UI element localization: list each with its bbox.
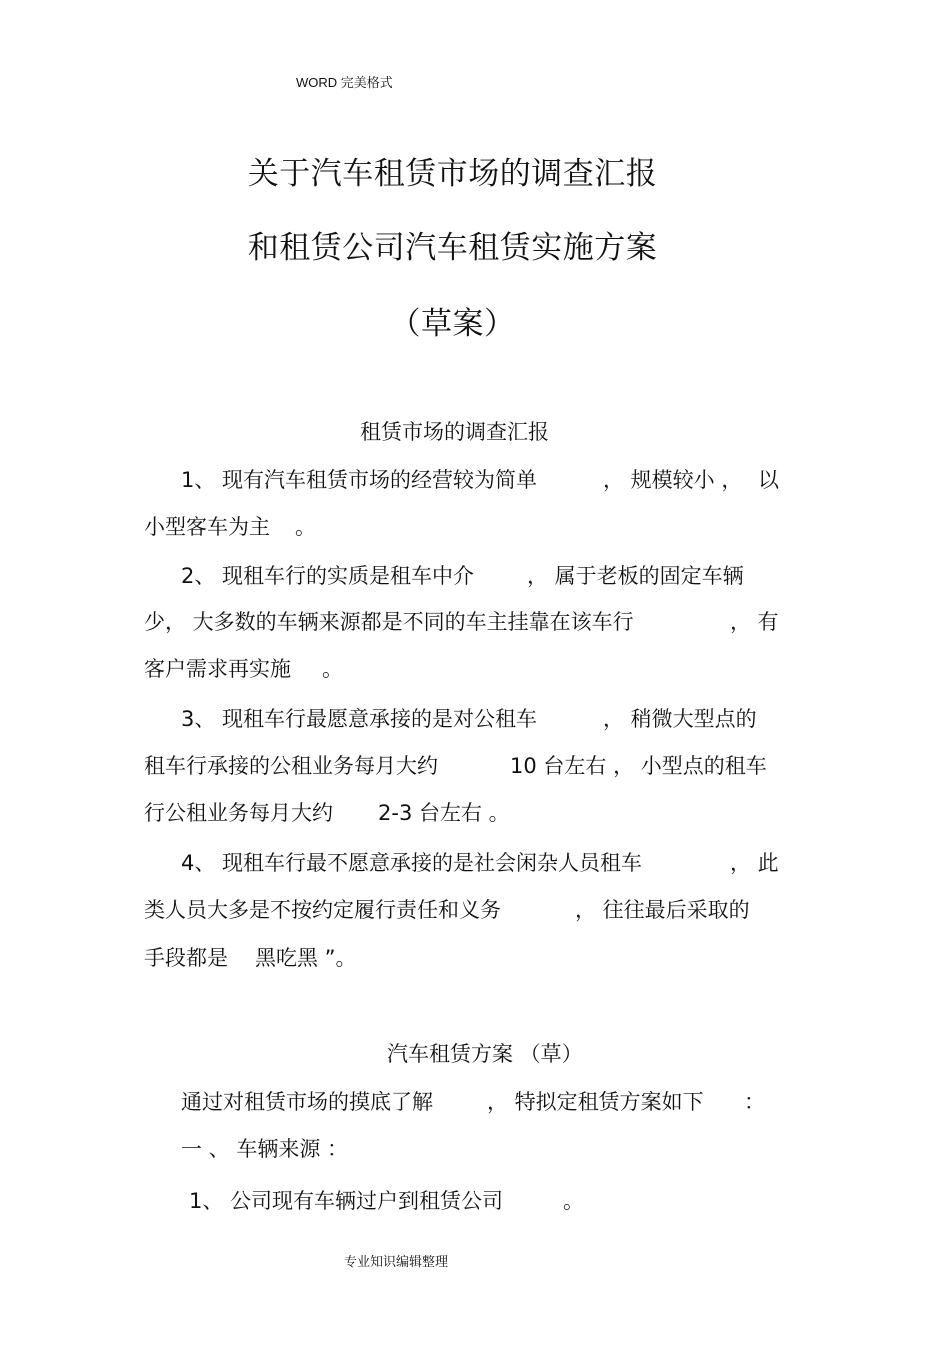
survey-p1-line-2 — [144, 512, 270, 542]
survey-p3-line-2 — [144, 751, 438, 781]
survey-p2-line-1b — [527, 561, 744, 591]
survey-p3-text-c: 租车行承接的公租业务每月大约 — [144, 754, 438, 778]
survey-p1-text-b: ， 规模较小 ， — [603, 468, 743, 492]
survey-p3-line-1b — [603, 704, 757, 734]
survey-p2-text-f: 。 — [322, 657, 343, 681]
survey-p4-line-2b — [575, 895, 750, 925]
survey-p1-line-1b — [603, 465, 742, 495]
survey-p3-line-3b — [378, 798, 510, 828]
survey-p4-line-3b — [255, 943, 357, 973]
survey-p2-line-2b — [730, 607, 779, 637]
document-title-line-3: （草案） — [389, 306, 516, 342]
plan-intro-b: ， 特拟定租赁方案如下 — [487, 1090, 704, 1114]
survey-p2-line-1 — [181, 561, 474, 591]
survey-p3-line-2b — [510, 751, 767, 781]
plan-item-1-a: 1、 公司现有车辆过户到租赁公司 — [189, 1189, 504, 1213]
plan-intro-c: ： — [744, 1090, 765, 1114]
survey-p1-line-1 — [181, 465, 537, 495]
survey-p2-line-3b — [322, 654, 343, 684]
survey-p2-line-2 — [144, 607, 634, 637]
survey-p3-text-d: 10 台左右 ， 小型点的租车 — [510, 754, 767, 778]
survey-p3-text-f: 2-3 台左右 。 — [378, 801, 510, 825]
survey-p1-line-2b — [295, 512, 316, 542]
survey-p1-text-c: 以 — [758, 468, 779, 492]
survey-p1-text-a: 1、 现有汽车租赁市场的经营较为简单 — [181, 468, 538, 492]
survey-p4-text-b: ， 此 — [730, 851, 779, 875]
survey-p3-text-e: 行公租业务每月大约 — [144, 801, 333, 825]
document-title-line-1: 关于汽车租赁市场的调查汇报 — [247, 156, 658, 192]
survey-p4-text-f: 黑吃黑 ”。 — [255, 946, 357, 970]
plan-heading: 汽车租赁方案 （草） — [387, 1042, 583, 1066]
survey-p4-text-e: 手段都是 — [144, 946, 228, 970]
survey-p4-text-d: ， 往往最后采取的 — [575, 898, 750, 922]
survey-p4-text-c: 类人员大多是不按约定履行责任和义务 — [144, 898, 501, 922]
plan-section-1: 一 、 车辆来源 ： — [181, 1137, 349, 1161]
survey-p1-text-e: 。 — [295, 515, 316, 539]
survey-p3-line-3 — [144, 798, 333, 828]
survey-p1-line-1c — [758, 465, 779, 495]
survey-p2-text-c: 少， 大多数的车辆来源都是不同的车主挂靠在该车行 — [144, 610, 634, 634]
survey-p2-text-b: ， 属于老板的固定车辆 — [527, 564, 744, 588]
survey-heading: 租赁市场的调查汇报 — [360, 420, 549, 444]
document-title-line-2: 和租赁公司汽车租赁实施方案 — [247, 230, 658, 266]
plan-intro-a: 通过对租赁市场的摸底了解 — [181, 1090, 433, 1114]
footer-text: 专业知识编辑整理 — [344, 1255, 449, 1270]
survey-p2-line-3 — [144, 654, 291, 684]
survey-p1-text-d: 小型客车为主 — [144, 515, 270, 539]
survey-p3-line-1 — [181, 704, 537, 734]
survey-p2-text-a: 2、 现租车行的实质是租车中介 — [181, 564, 475, 588]
survey-p3-text-a: 3、 现租车行最愿意承接的是对公租车 — [181, 707, 538, 731]
survey-p4-line-3 — [144, 943, 228, 973]
survey-p4-line-1b — [730, 848, 779, 878]
survey-p4-text-a: 4、 现租车行最不愿意承接的是社会闲杂人员租车 — [181, 851, 643, 875]
survey-p4-line-2 — [144, 895, 501, 925]
survey-p2-text-d: ， 有 — [730, 610, 779, 634]
survey-p2-text-e: 客户需求再实施 — [144, 657, 291, 681]
header-tag: WORD 完美格式 — [296, 75, 393, 90]
survey-p4-line-1 — [181, 848, 642, 878]
plan-item-1-b: 。 — [563, 1189, 584, 1213]
survey-p3-text-b: ， 稍微大型点的 — [603, 707, 757, 731]
